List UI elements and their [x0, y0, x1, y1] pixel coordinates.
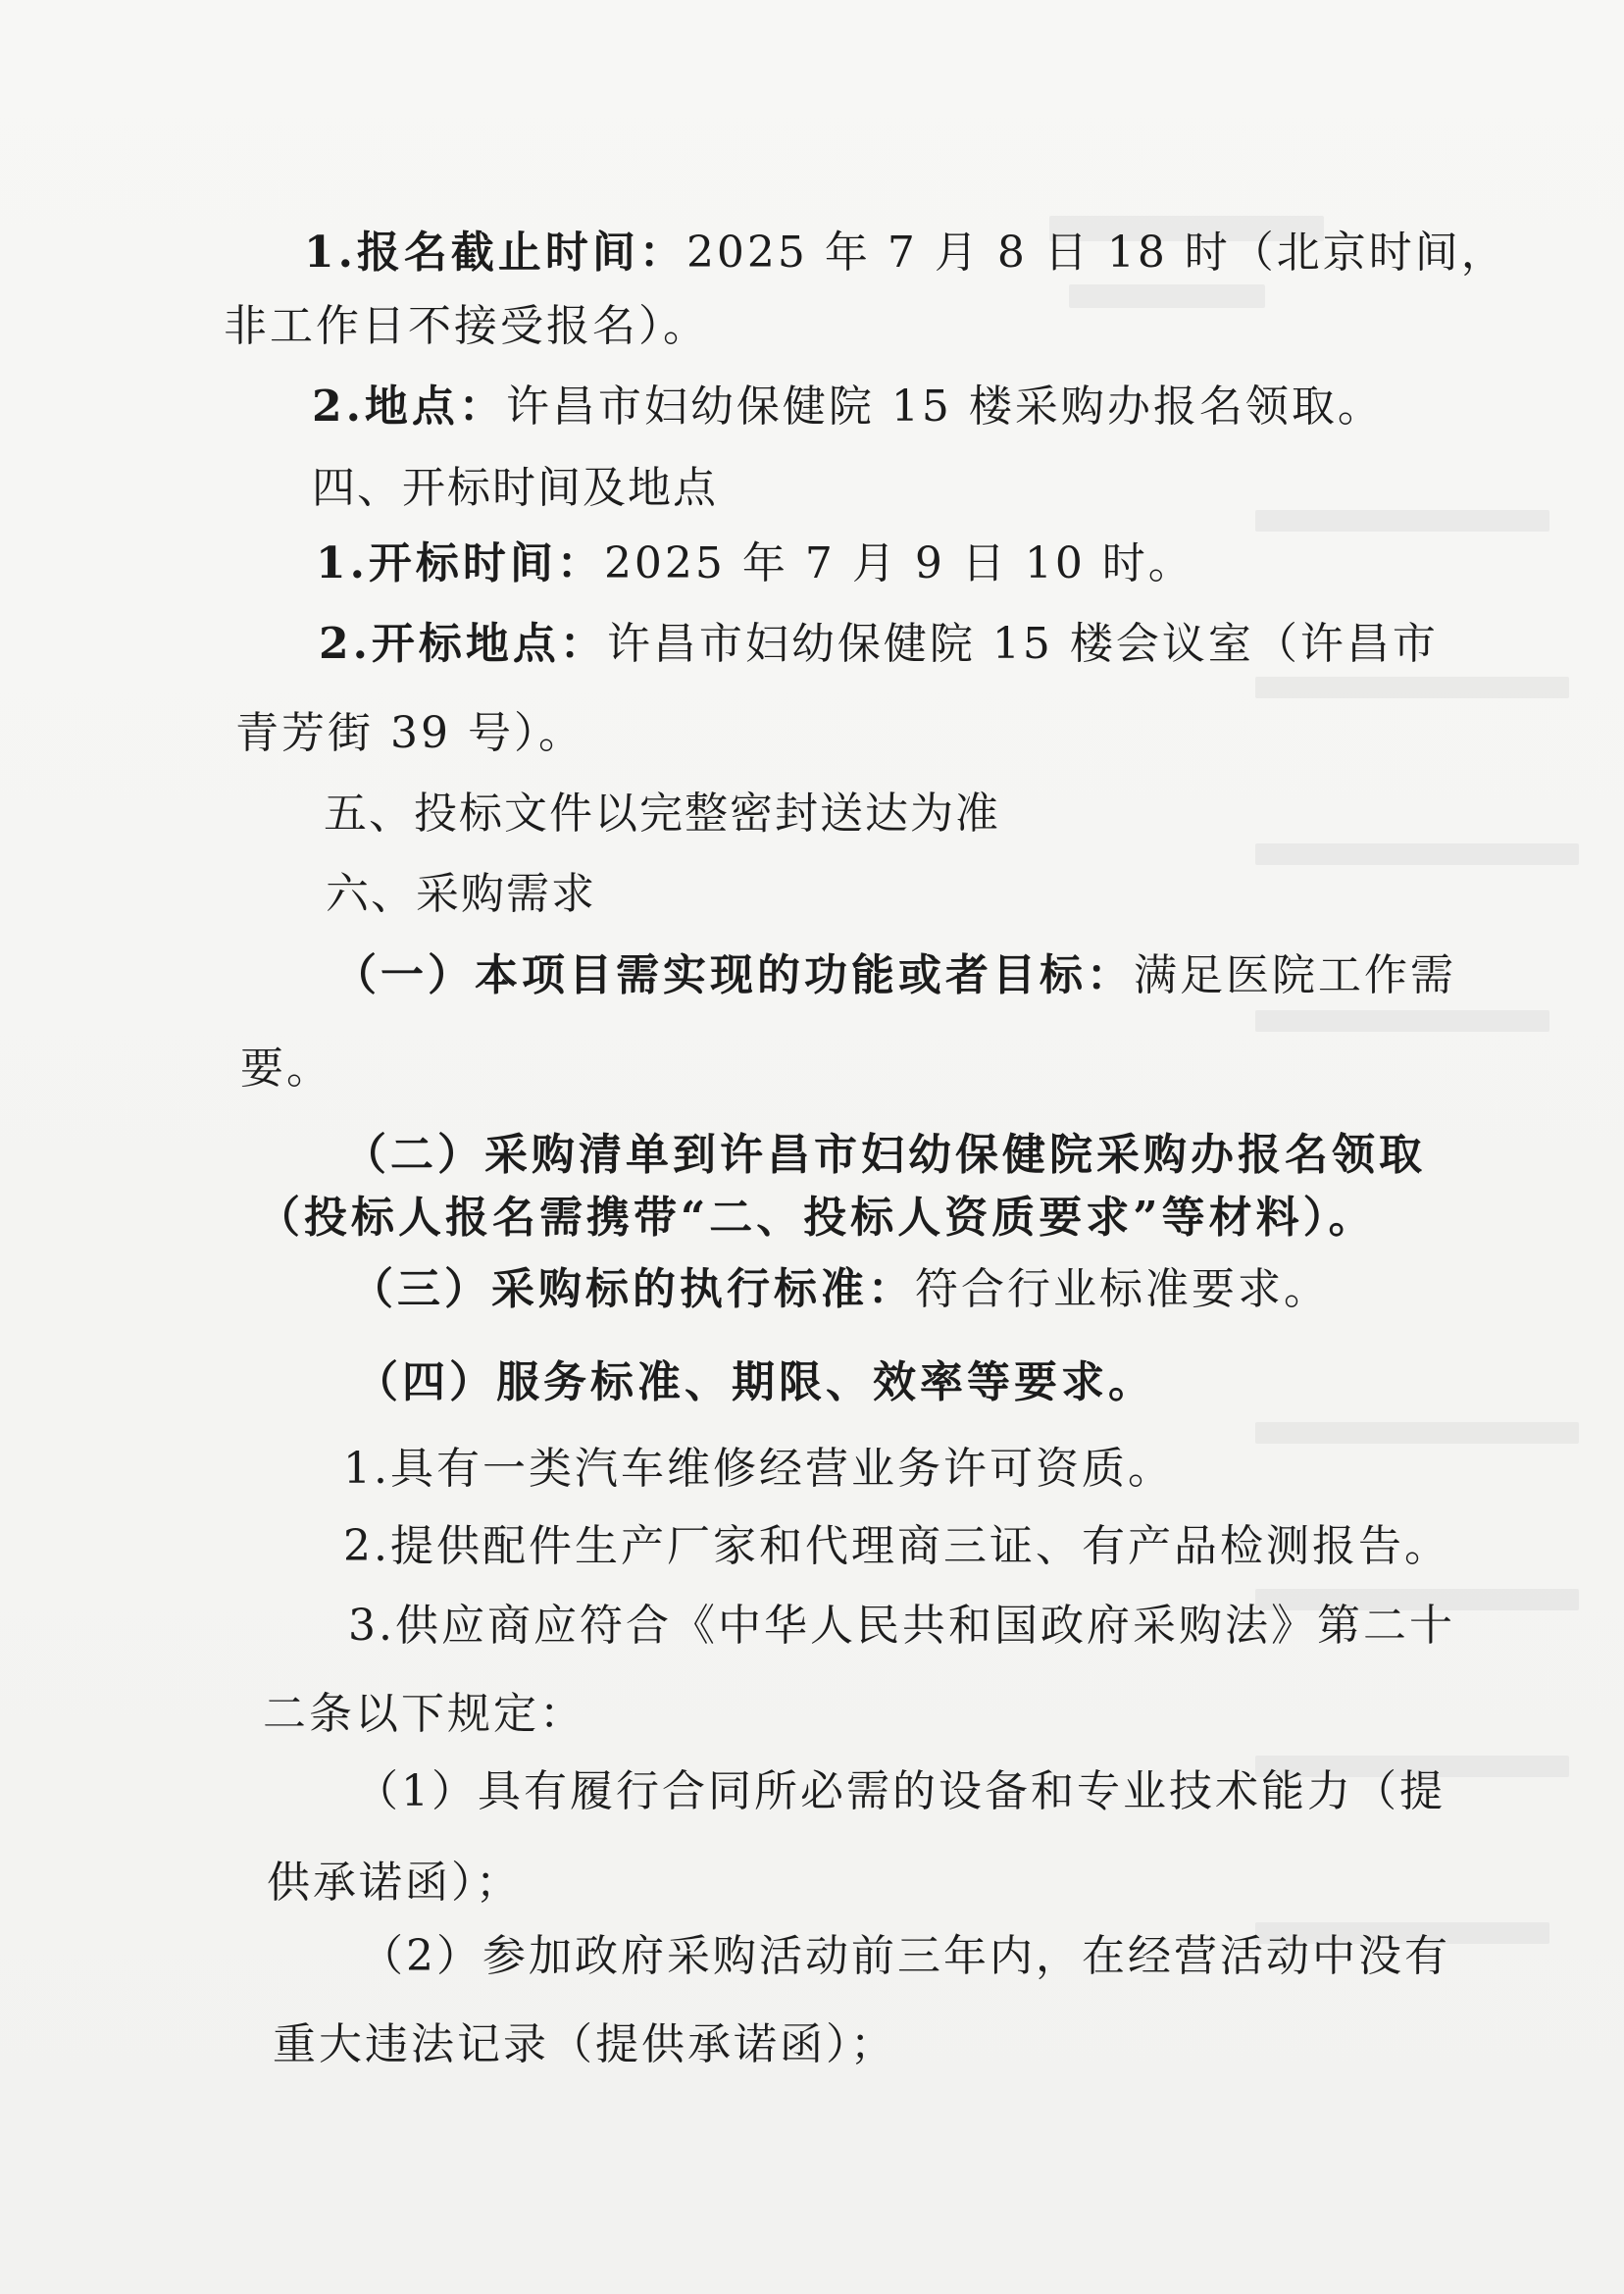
requirement-item1-cont: 要。 — [240, 1044, 332, 1094]
section5-heading: 五、投标文件以完整密封送达为准 — [324, 789, 1000, 839]
requirement-item2-line2: （投标人报名需携带“二、投标人资质要求”等材料）。 — [257, 1193, 1376, 1243]
requirement-item3-text: 符合行业标准要求。 — [915, 1264, 1330, 1314]
requirement-item1-label: （一）本项目需实现的功能或者目标： — [333, 950, 1134, 1000]
registration-deadline-text: 2025 年 7 月 8 日 18 时（北京时间， — [685, 228, 1507, 278]
registration-deadline-line — [304, 224, 1507, 282]
section6-heading: 六、采购需求 — [326, 869, 596, 919]
bid-opening-time-text: 2025 年 7 月 9 日 10 时。 — [603, 538, 1194, 588]
bleed-through-mark — [1255, 1422, 1579, 1444]
bleed-through-mark — [1255, 677, 1569, 698]
requirement-1: 1.具有一类汽车维修经营业务许可资质。 — [343, 1444, 1174, 1494]
requirement-item1-line — [333, 946, 1456, 1005]
bleed-through-mark — [1255, 843, 1579, 865]
bleed-through-mark — [1069, 284, 1265, 308]
bid-opening-time-label: 1.开标时间： — [316, 538, 604, 588]
registration-place-line — [312, 378, 1384, 436]
bleed-through-mark — [1255, 510, 1549, 532]
requirement-2: 2.提供配件生产厂家和代理商三证、有产品检测报告。 — [343, 1521, 1450, 1571]
section4-heading: 四、开标时间及地点 — [312, 463, 718, 513]
requirement-item4-heading: （四）服务标准、期限、效率等要求。 — [355, 1357, 1155, 1407]
requirement-item3-label: （三）采购标的执行标准： — [350, 1264, 915, 1314]
bid-opening-time-line — [316, 535, 1194, 593]
requirement-3-line1: 3.供应商应符合《中华人民共和国政府采购法》第二十 — [348, 1601, 1455, 1651]
registration-deadline-cont: 非工作日不接受报名）。 — [224, 301, 709, 351]
bid-opening-place-text: 许昌市妇幼保健院 15 楼会议室（许昌市 — [606, 619, 1439, 669]
registration-place-label: 2.地点： — [312, 382, 506, 432]
bid-opening-place-cont: 青芳街 39 号）。 — [235, 708, 584, 758]
requirement-sub1-line2: 供承诺函）； — [267, 1858, 522, 1908]
requirement-sub2-line1: （2）参加政府采购活动前三年内，在经营活动中没有 — [360, 1931, 1450, 1981]
bid-opening-place-label: 2.开标地点： — [319, 619, 607, 669]
requirement-sub2-line2: 重大违法记录（提供承诺函）； — [273, 2019, 896, 2069]
bid-opening-place-line — [319, 615, 1439, 674]
bleed-through-mark — [1255, 1010, 1549, 1032]
requirement-3-line2: 二条以下规定： — [263, 1689, 585, 1739]
requirement-item3-line — [350, 1260, 1330, 1319]
registration-deadline-label: 1.报名截止时间： — [304, 228, 686, 278]
requirement-item1-text: 满足医院工作需 — [1134, 950, 1456, 1000]
requirement-item2-line1: （二）采购清单到许昌市妇幼保健院采购办报名领取 — [343, 1130, 1426, 1180]
registration-place-text: 许昌市妇幼保健院 15 楼采购办报名领取。 — [505, 382, 1384, 432]
requirement-sub1-line1: （1）具有履行合同所必需的设备和专业技术能力（提 — [355, 1766, 1446, 1816]
